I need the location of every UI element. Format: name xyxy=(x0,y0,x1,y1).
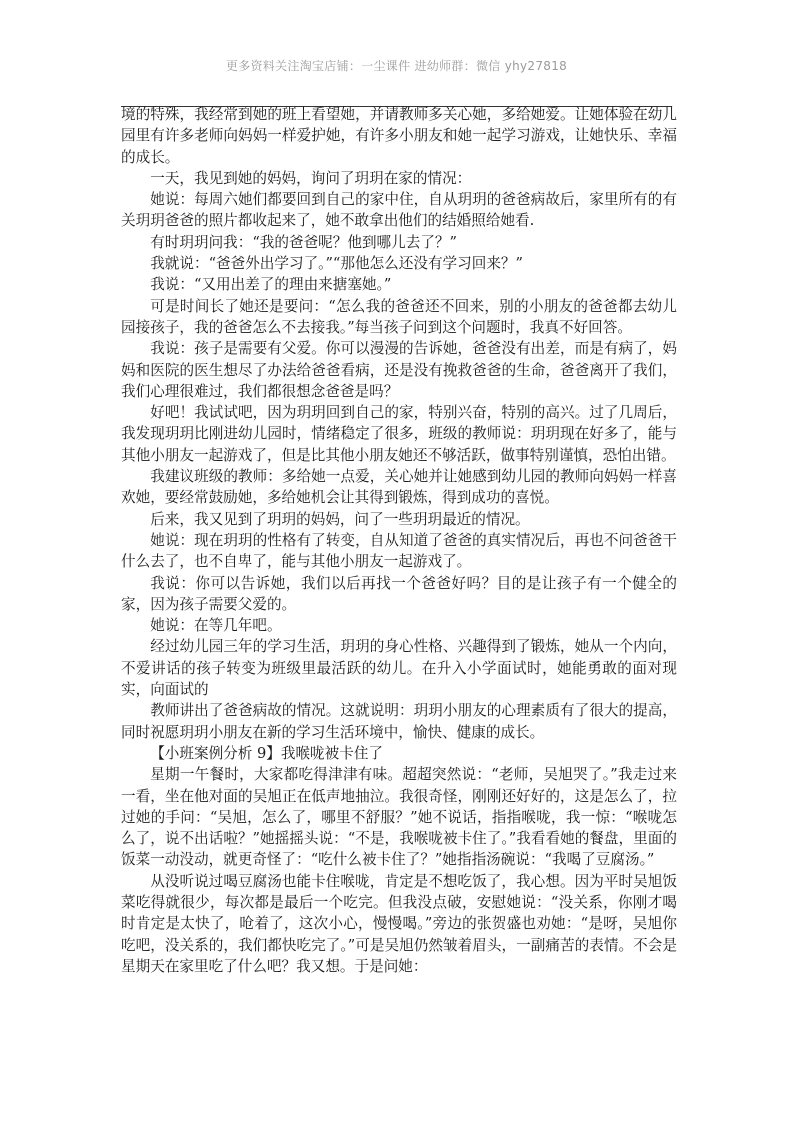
watermark-header: 更多资料关注淘宝店铺：一尘课件 进幼师群：微信 yhy27818 xyxy=(225,59,568,73)
paragraph: 我建议班级的教师：多给她一点爱，关心她并让她感到幼儿园的教师向妈妈一样喜欢她，要经常鼓励她，多给她机会让其得到锻炼，得到成功的喜悦。 xyxy=(121,468,677,507)
paragraph: 境的特殊，我经常到她的班上看望她，并请教师多关心她，多给她爱。让她体验在幼儿园里有许多老师向妈妈一样爱护她，有许多小朋友和她一起学习游戏，让她快乐、幸福的成长。 xyxy=(121,106,677,166)
document-body xyxy=(121,104,677,977)
paragraph: 她说：在等几年吧。 xyxy=(150,617,282,635)
paragraph: 我就说：“爸爸外出学习了。”“那他怎么还没有学习回来？” xyxy=(150,255,523,273)
paragraph: 经过幼儿园三年的学习生活，玥玥的身心性格、兴趣得到了锻炼，她从一个内向，不爱讲话的孩子转变为班级里最活跃的幼儿。在升入小学面试时，她能勇敢的面对现实，向面试的 xyxy=(121,638,677,699)
paragraph: 可是时间长了她还是要问：“怎么我的爸爸还不回来，别的小朋友的爸爸都去幼儿园接孩子，我的爸爸怎么不去接我。”每当孩子问到这个问题时，我真不好回答。 xyxy=(121,297,677,336)
paragraph: 教师讲出了爸爸病故的情况。这就说明：玥玥小朋友的心理素质有了很大的提高，同时祝愿玥玥小朋友在新的学习生活环境中，愉快、健康的成长。 xyxy=(121,702,677,741)
paragraph: 我说：孩子是需要有父爱。你可以漫漫的告诉她，爸爸没有出差，而是有病了，妈妈和医院的医生想尽了办法给爸爸看病，还是没有挽救爸爸的生命，爸爸离开了我们，我们心理很难过，我们都很想念爸爸是吗？ xyxy=(121,340,677,400)
section-heading: 【小班案例分析 9】我喉咙被卡住了 xyxy=(150,744,384,762)
paragraph: 我说：“又用出差了的理由来搪塞她。” xyxy=(150,276,392,294)
paragraph: 好吧！我试试吧，因为玥玥回到自己的家，特别兴奋，特别的高兴。过了几周后，我发现玥玥比刚进幼儿园时，情绪稳定了很多，班级的教师说：玥玥现在好多了，能与其他小朋友一起游戏了，但是比其他小朋友她还不够活跃，做事特别谨慎，恐怕出错。 xyxy=(121,404,677,464)
paragraph: 我说：你可以告诉她，我们以后再找一个爸爸好吗？目的是让孩子有一个健全的家，因为孩子需要父爱的。 xyxy=(121,574,677,613)
paragraph: 星期一午餐时，大家都吃得津津有味。超超突然说：“老师，吴旭哭了。”我走过来一看，坐在他对面的吴旭正在低声地抽泣。我很奇怪，刚刚还好好的，这是怎么了，拉过她的手问：“吴旭，怎么了，哪里不舒服？”她不说话，指指喉咙，我一惊：“喉咙怎么了，说不出话啦？”她摇摇头说：“不是，我喉咙被卡住了。”我看看她的餐盘，里面的饭菜一动没动，就更奇怪了：“吃什么被卡住了？”她指指汤碗说：“我喝了豆腐汤。” xyxy=(121,766,677,869)
paragraph: 有时玥玥问我：“我的爸爸呢？他到哪儿去了？” xyxy=(150,233,457,251)
paragraph: 后来，我又见到了玥玥的妈妈，问了一些玥玥最近的情况。 xyxy=(150,510,530,528)
paragraph: 一天，我见到她的妈妈，询问了玥玥在家的情况： xyxy=(150,169,472,187)
paragraph: 她说：现在玥玥的性格有了转变，自从知道了爸爸的真实情况后，再也不问爸爸干什么去了，也不自卑了，能与其他小朋友一起游戏了。 xyxy=(121,531,677,571)
paragraph: 从没听说过喝豆腐汤也能卡住喉咙，肯定是不想吃饭了，我心想。因为平时吴旭饭菜吃得就很少，每次都是最后一个吃完。但我没点破，安慰她说：“没关系，你刚才喝时肯定是太快了，呛着了，这次小心，慢慢喝。”旁边的张贺盛也劝她：“是呀，吴旭你吃吧，没关系的，我们都快吃完了。”可是吴旭仍然皱着眉头，一副痛苦的表情。不会是星期天在家里吃了什么吧？我又想。于是问她： xyxy=(121,872,677,975)
paragraph: 她说：每周六她们都要回到自己的家中住，自从玥玥的爸爸病故后，家里所有的有关玥玥爸爸的照片都收起来了，她不敢拿出他们的结婚照给她看. xyxy=(121,191,677,230)
